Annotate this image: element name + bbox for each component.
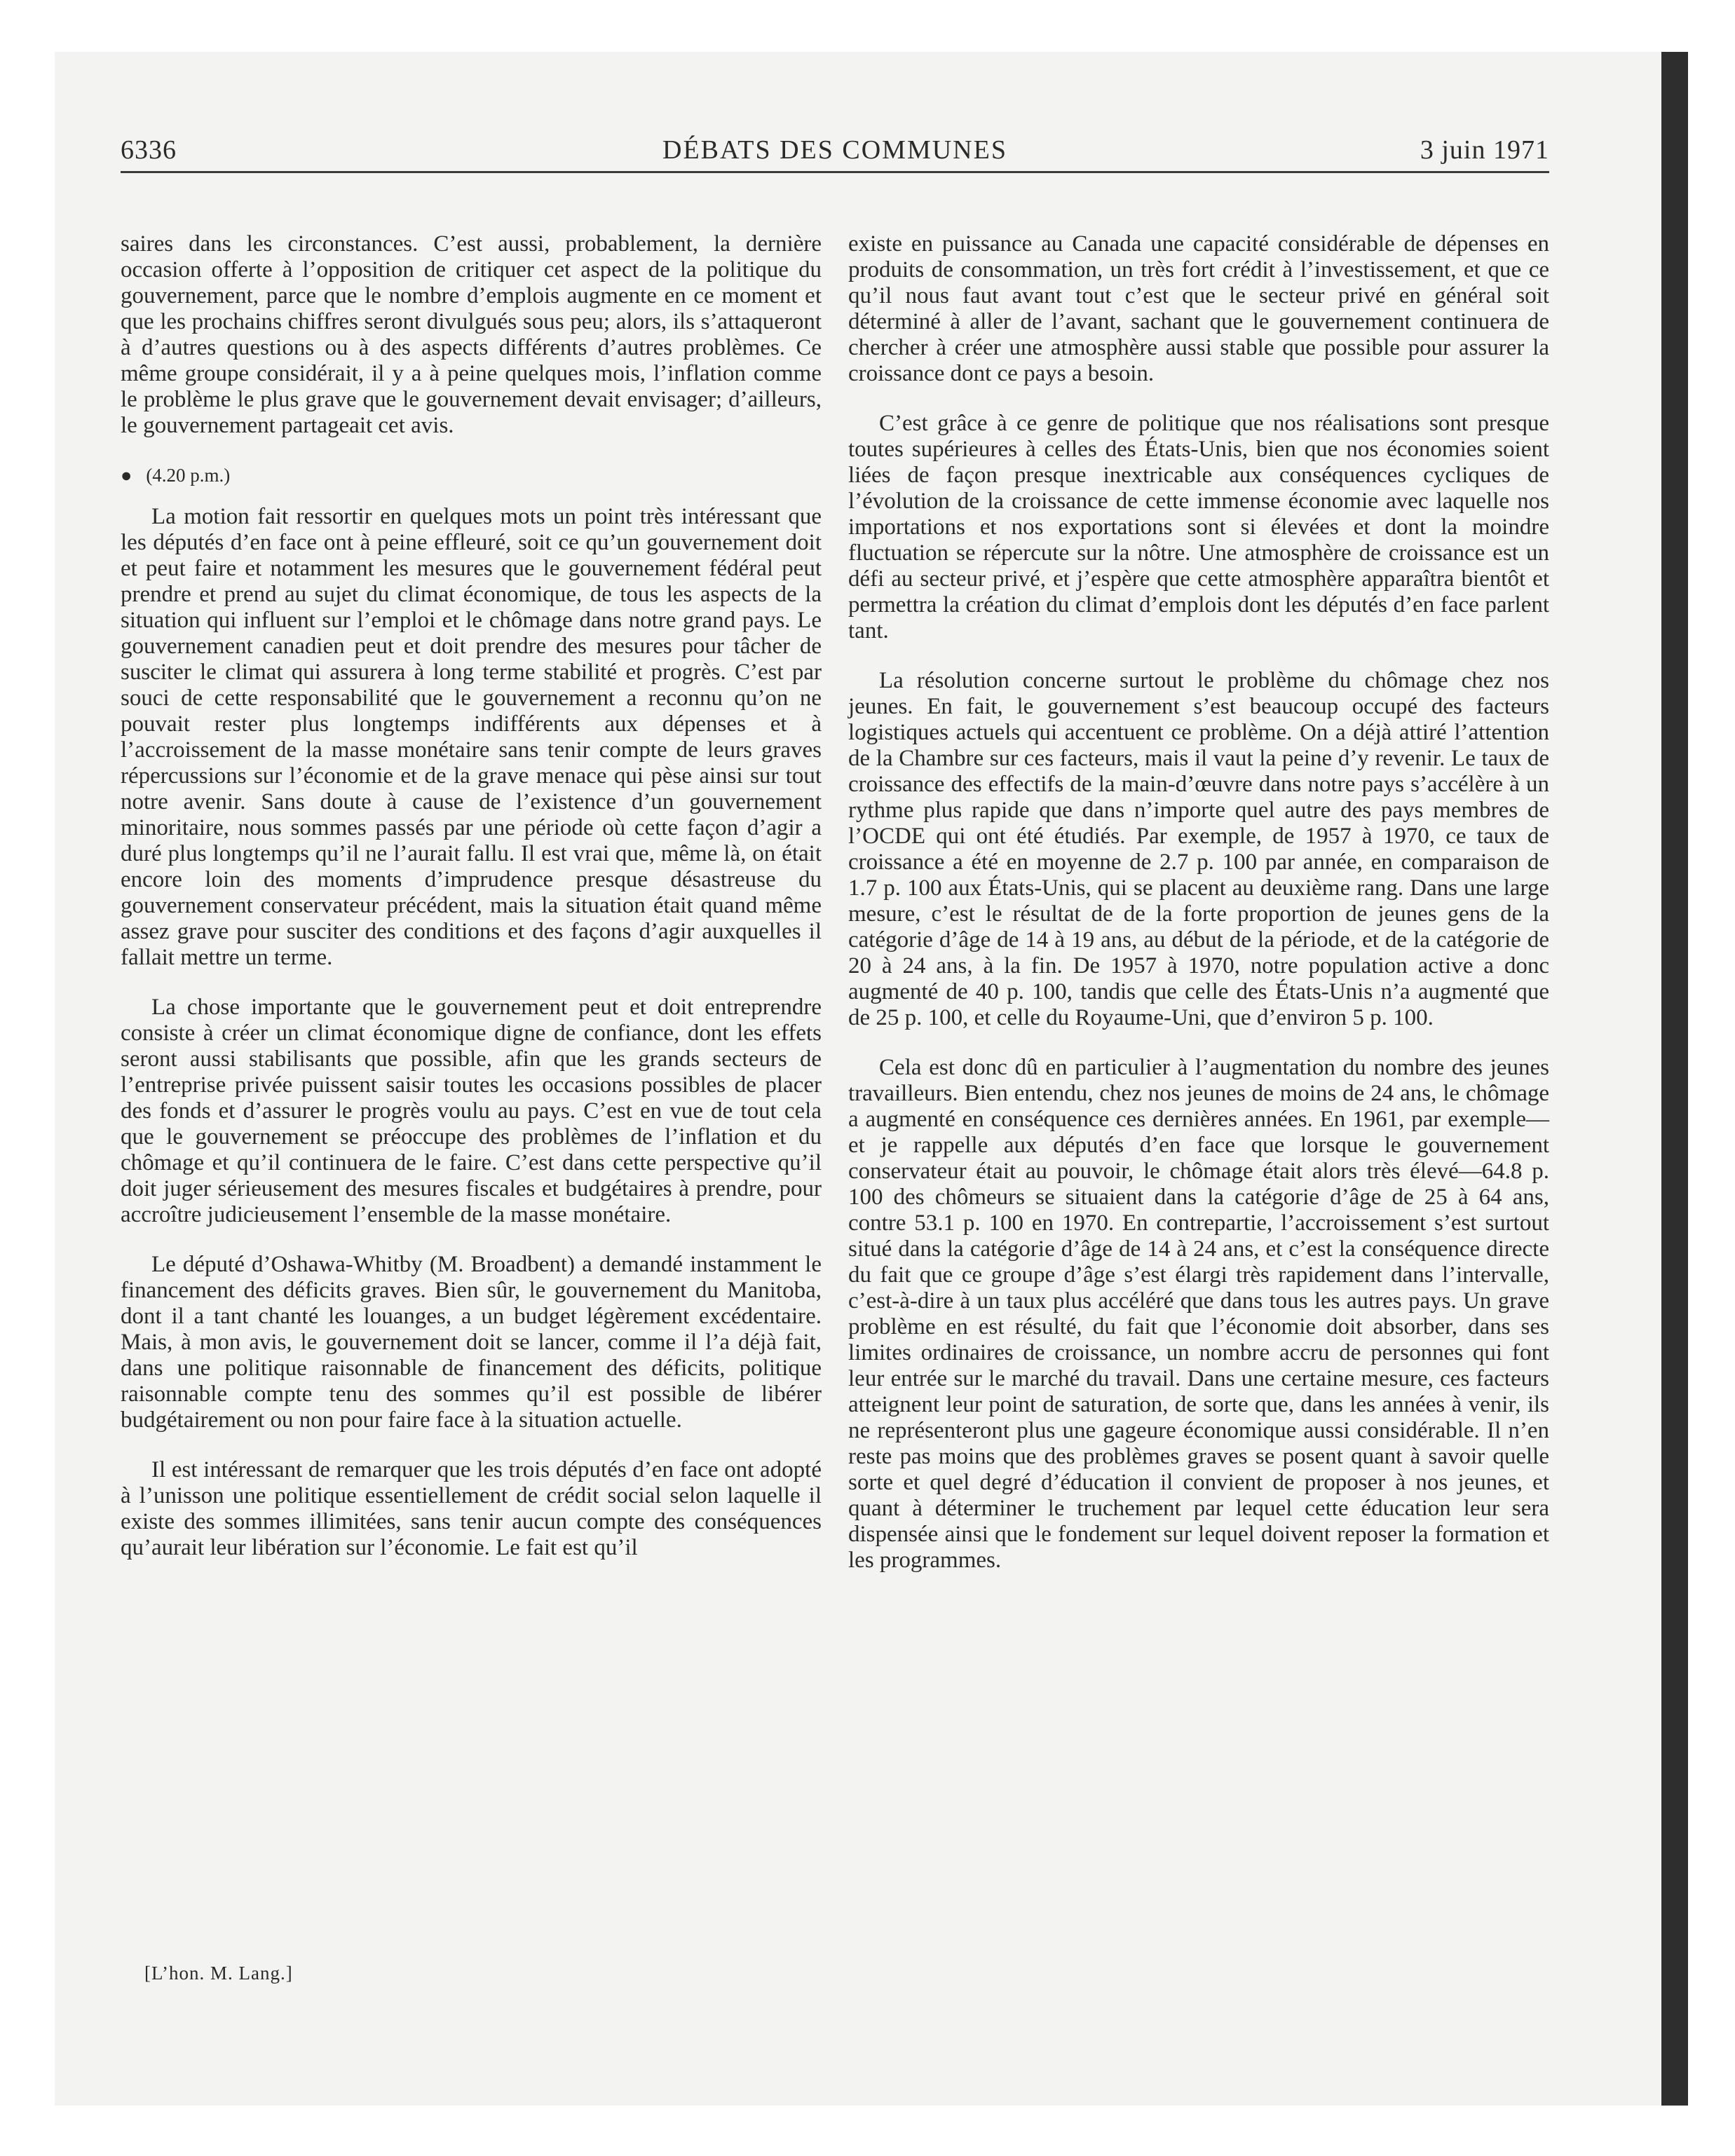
bullet-icon: ● <box>121 465 132 486</box>
paragraph: saires dans les circonstances. C’est aussi, probablement, la dernière occasion offerte à l’opposition de critiquer cet aspect de la politique du gouvernement, parce que le nombre d’emplois augmente en ce moment et que les prochains chiffres seront divulgués sous peu; alors, ils s’attaqueront à d’autres questions ou à des aspects différents d’autres problèmes. Ce même groupe considérait, il y a à peine quelques mois, l’inflation comme le problème le plus grave que le gouvernement devait envisager; d’ailleurs, le gouvernement partageait cet avis. <box>121 231 822 438</box>
time-marker <box>121 463 822 489</box>
publication-title: DÉBATS DES COMMUNES <box>662 135 1007 165</box>
paragraph: La chose importante que le gouvernement peut et doit entreprendre consiste à créer un climat économique digne de confiance, dont les effets seront aussi stabilisants que possible, afin que les grands secteurs de l’entreprise privée puissent saisir toutes les occasions possibles de placer des fonds et d’assurer le progrès voulu au pays. C’est en vue de tout cela que le gouvernement se préoccupe des problèmes de l’inflation et du chômage et qu’il continuera de le faire. C’est dans cette perspective qu’il doit juger sérieusement des mesures fiscales et budgétaires à prendre, pour accroître judicieusement l’ensemble de la masse monétaire. <box>121 995 822 1227</box>
paragraph: Le député d’Oshawa-Whitby (M. Broadbent) a demandé instamment le financement des déficits graves. Bien sûr, le gouvernement du Manitoba, dont il a tant chanté les louanges, a un budget légèrement excédentaire. Mais, à mon avis, le gouvernement doit se lancer, comme il l’a déjà fait, dans une politique raisonnable de financement des déficits, politique raisonnable compte tenu des sommes qu’il est possible de libérer budgétairement ou non pour faire face à la situation actuelle. <box>121 1252 822 1433</box>
paragraph: La résolution concerne surtout le problème du chômage chez nos jeunes. En fait, le gouvernement s’est beaucoup occupé des facteurs logistiques actuels qui accentuent ce problème. On a déjà attiré l’attention de la Chambre sur ces facteurs, mais il vaut la peine d’y revenir. Le taux de croissance des effectifs de la main-d’œuvre dans notre pays s’accélère à un rythme plus rapide que dans n’importe quel autre des pays membres de l’OCDE qui ont été étudiés. Par exemple, de 1957 à 1970, ce taux de croissance a été en moyenne de 2.7 p. 100 par année, en comparaison de 1.7 p. 100 aux États-Unis, qui se placent au deuxième rang. Dans une large mesure, c’est le résultat de de la forte proportion de jeunes gens de la catégorie d’âge de 14 à 19 ans, au début de la période, et de la catégorie de 20 à 24 ans, à la fin. De 1957 à 1970, notre population active a donc augmenté de 40 p. 100, tandis que celle des États-Unis n’a augmenté que de 25 p. 100, et celle du Royaume-Uni, que d’environ 5 p. 100. <box>848 668 1549 1030</box>
page-number: 6336 <box>121 135 177 165</box>
paragraph: C’est grâce à ce genre de politique que nos réalisations sont presque toutes supérieures à celles des États-Unis, bien que nos économies soient liées de façon presque inextricable aux conséquences cycliques de l’évolution de la croissance de cette immense économie avec laquelle nos importations et nos exportations sont si élevées et dont la moindre fluctuation se répercute sur la nôtre. Une atmosphère de croissance est un défi au secteur privé, et j’espère que cette atmosphère apparaîtra bientôt et permettra la création du climat d’emplois dont les députés d’en face parlent tant. <box>848 411 1549 643</box>
page-date: 3 juin 1971 <box>1420 135 1549 165</box>
paragraph: existe en puissance au Canada une capacité considérable de dépenses en produits de consommation, un très fort crédit à l’investissement, et que ce qu’il nous faut avant tout c’est que le secteur privé en général soit déterminé à aller de l’avant, sachant que le gouvernement continuera de chercher à créer une atmosphère aussi stable que possible pour assurer la croissance dont ce pays a besoin. <box>848 231 1549 386</box>
binding-edge <box>1661 52 1688 2106</box>
header-rule <box>121 171 1549 173</box>
paragraph: Il est intéressant de remarquer que les trois députés d’en face ont adopté à l’unisson une politique essentiellement de crédit social selon laquelle il existe des sommes illimitées, sans tenir aucun compte des conséquences qu’aurait leur libération sur l’économie. Le fait est qu’il <box>121 1457 822 1560</box>
speaker-attribution: [L’hon. M. Lang.] <box>144 1963 293 1984</box>
page-header <box>121 135 1549 170</box>
left-column <box>121 231 822 1585</box>
paragraph: La motion fait ressortir en quelques mots un point très intéressant que les députés d’en face ont à peine effleuré, soit ce qu’un gouvernement doit et peut faire et notamment les mesures que le gouvernement fédéral peut prendre et prend au sujet du climat économique, de tous les aspects de la situation qui influent sur l’emploi et le chômage dans notre grand pays. Le gouvernement canadien peut et doit prendre des mesures pour tâcher de susciter le climat qui assurera à long terme stabilité et progrès. C’est par souci de cette responsabilité que le gouvernement a reconnu qu’on ne pouvait rester plus longtemps indifférents aux dépenses et à l’accroissement de la masse monétaire sans tenir compte de leurs graves répercussions sur l’économie et de la grave menace qui pèse ainsi sur tout notre avenir. Sans doute à cause de l’existence d’un gouvernement minoritaire, nous sommes passés par une période où cette façon d’agir a duré plus longtemps qu’il ne l’aurait fallu. Il est vrai que, même là, on était encore loin des moments d’imprudence presque désastreuse du gouvernement conservateur précédent, mais la situation était quand même assez grave pour susciter des conditions et des façons d’agir auxquelles il fallait mettre un terme. <box>121 504 822 970</box>
paragraph: Cela est donc dû en particulier à l’augmentation du nombre des jeunes travailleurs. Bien entendu, chez nos jeunes de moins de 24 ans, le chômage a augmenté en conséquence ces dernières années. En 1961, par exemple—et je rappelle aux députés d’en face que lorsque le gouvernement conservateur était au pouvoir, le chômage était alors très élevé—64.8 p. 100 des chômeurs se situaient dans la catégorie d’âge de 25 à 64 ans, contre 53.1 p. 100 en 1970. En contrepartie, l’accroissement s’est surtout situé dans la catégorie d’âge de 14 à 24 ans, et c’est la conséquence directe du fait que ce groupe d’âge s’est élargi très rapidement dans l’intervalle, c’est-à-dire à un taux plus accéléré que dans tous les autres pays. Un grave problème en est résulté, du fait que l’économie doit absorber, dans ses limites ordinaires de croissance, un nombre accru de personnes qui font leur entrée sur le marché du travail. Dans une certaine mesure, ces facteurs atteignent leur point de saturation, de sorte que, dans les années à venir, ils ne représenteront plus une gageure économique aussi considérable. Il n’en reste pas moins que des problèmes graves se posent quant à savoir quelle sorte et quel degré d’éducation il convient de proposer à nos jeunes, et quant à déterminer le truchement par lequel cette éducation leur sera dispensée ainsi que le fondement sur lequel doivent reposer la formation et les programmes. <box>848 1055 1549 1573</box>
time-stamp: (4.20 p.m.) <box>146 465 231 486</box>
right-column <box>848 231 1549 1597</box>
